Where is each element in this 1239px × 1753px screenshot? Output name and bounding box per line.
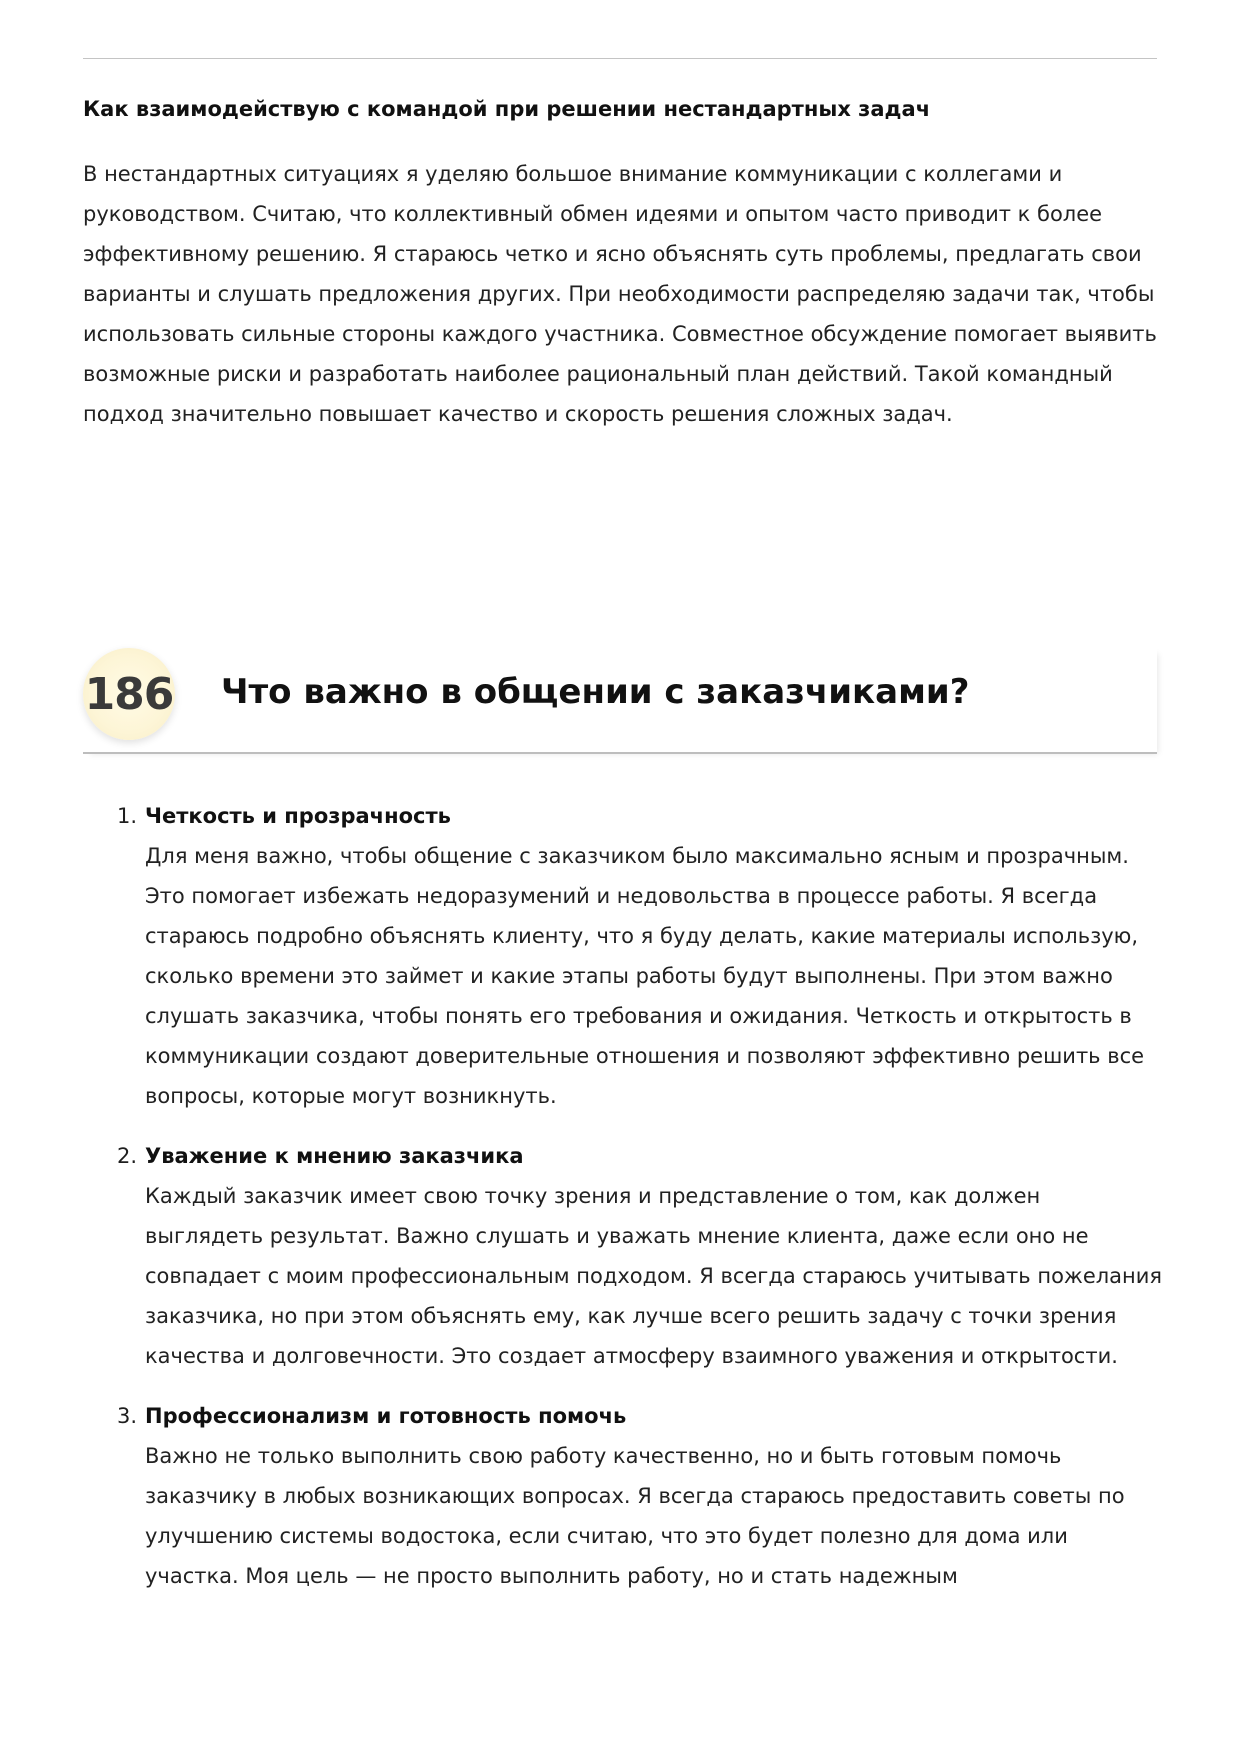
previous-answer-body: В нестандартных ситуациях я уделяю большое внимание коммуникации с коллегами и руководством. Считаю, что коллективный обмен идеями и опытом часто приводит к более эффективному решению. Я стараюсь четко и ясно объяснять суть проблемы, предлагать свои варианты и слушать предложения других. При необходимости распределяю задачи так, чтобы использовать сильные стороны каждого участника. Совместное обсуждение помогает выявить возможные риски и разработать наиболее рациональный план действий. Такой командный подход значительно повышает качество и скорость решения сложных задач.	[83, 162, 1157, 426]
question-title: Что важно в общении с заказчиками?	[221, 672, 970, 712]
question-number-badge	[83, 648, 175, 740]
top-divider	[83, 58, 1157, 59]
answer-list	[117, 796, 1165, 1616]
list-item-text: Каждый заказчик имеет свою точку зрения и представление о том, как должен выглядеть результат. Важно слушать и уважать мнение клиента, даже если оно не совпадает с моим профессиональным подходом. Я всегда стараюсь учитывать пожелания заказчика, но при этом объяснять ему, как лучше всего решить задачу с точки зрения качества и долговечности. Это создает атмосферу взаимного уважения и открытости.	[145, 1184, 1163, 1368]
question-header	[83, 648, 1157, 754]
list-item-title: Уважение к мнению заказчика	[145, 1144, 524, 1168]
list-item-title: Четкость и прозрачность	[145, 804, 451, 828]
list-item	[117, 1396, 1165, 1596]
previous-answer-title: Как взаимодействую с командой при решении нестандартных задач	[83, 97, 931, 121]
question-number: 186	[84, 668, 174, 720]
list-item-number: 2.	[117, 1144, 138, 1168]
list-item	[117, 796, 1165, 1116]
list-item-text: Для меня важно, чтобы общение с заказчиком было максимально ясным и прозрачным. Это помогает избежать недоразумений и недовольства в процессе работы. Я всегда стараюсь подробно объяснять клиенту, что я буду делать, какие материалы использую, сколько времени это займет и какие этапы работы будут выполнены. При этом важно слушать заказчика, чтобы понять его требования и ожидания. Четкость и открытость в коммуникации создают доверительные отношения и позволяют эффективно решить все вопросы, которые могут возникнуть.	[145, 844, 1145, 1108]
list-item-number: 3.	[117, 1404, 138, 1428]
list-item-title: Профессионализм и готовность помочь	[145, 1404, 627, 1428]
list-item	[117, 1136, 1165, 1376]
list-item-number: 1.	[117, 804, 138, 828]
list-item-text: Важно не только выполнить свою работу качественно, но и быть готовым помочь заказчику в любых возникающих вопросах. Я всегда стараюсь предоставить советы по улучшению системы водостока, если считаю, что это будет полезно для дома или участка. Моя цель — не просто выполнить работу, но и стать надежным	[145, 1444, 1125, 1588]
